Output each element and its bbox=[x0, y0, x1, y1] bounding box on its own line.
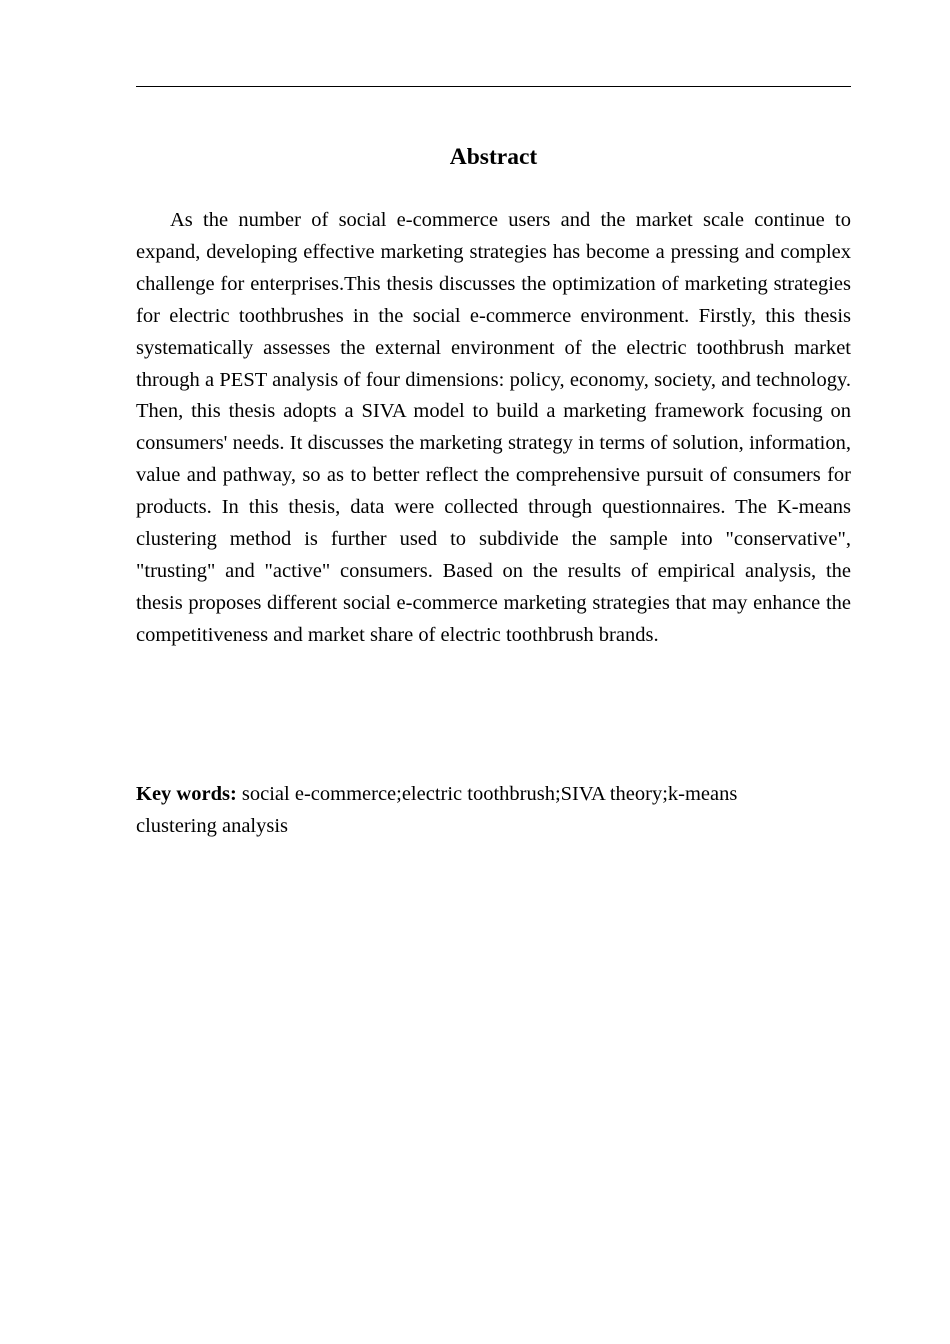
keywords-line-2: clustering analysis bbox=[136, 814, 289, 837]
keywords-section bbox=[136, 779, 851, 843]
page-title: Abstract bbox=[449, 144, 538, 170]
header-rule bbox=[136, 86, 851, 87]
abstract-paragraph: As the number of social e-commerce users and the market scale continue to expand, developing effective marketing strategies has become a pressing and complex challenge for enterprises.This thesis discusses the optimization of marketing strategies for electric toothbrushes in the social e-commerce environment. Firstly, this thesis systematically assesses the external environment of the electric toothbrush market through a PEST analysis of four dimensions: policy, economy, society, and technology. Then, this thesis adopts a SIVA model to build a marketing framework focusing on consumers' needs. It discusses the marketing strategy in terms of solution, information, value and pathway, so as to better reflect the comprehensive pursuit of consumers for products. In this thesis, data were collected through questionnaires. The K-means clustering method is further used to subdivide the sample into "conservative", "trusting" and "active" consumers. Based on the results of empirical analysis, the thesis proposes different social e-commerce marketing strategies that may enhance the competitiveness and market share of electric toothbrush brands. bbox=[136, 209, 851, 646]
keywords-label: Key words: bbox=[136, 783, 237, 805]
keywords-line-1: social e-commerce;electric toothbrush;SIVA theory;k-means bbox=[241, 783, 738, 805]
